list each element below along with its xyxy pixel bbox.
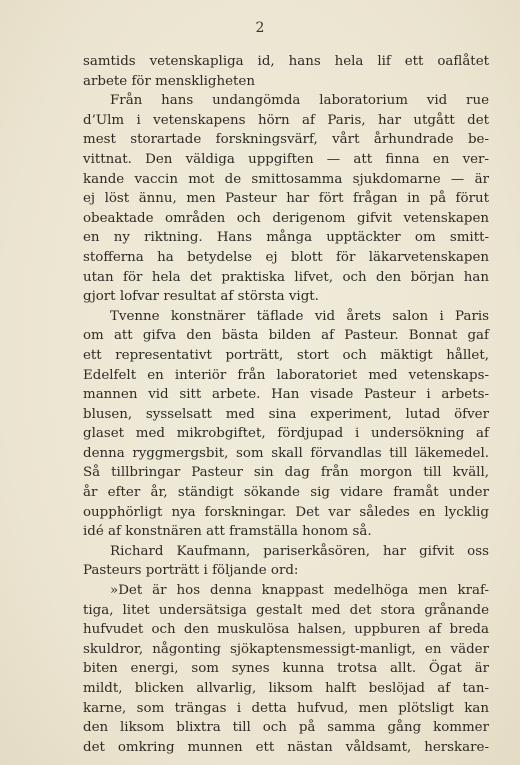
text-line: obeaktade områden och derigenom gifvit vetenskapen — [83, 210, 489, 226]
text-line: Så tillbringar Pasteur sin dag från morgon till kväll, — [83, 465, 489, 481]
text-line: blusen, sysselsatt med sina experiment, lutad öfver — [83, 406, 489, 422]
text-line: idé af konstnären att framställa honom så. — [83, 524, 372, 540]
text-line: Edelfelt en interiör från laboratoriet med vetenskaps- — [83, 367, 489, 383]
text-line: år efter år, ständigt sökande sig vidare framåt under — [83, 485, 489, 501]
text-line: vittnat. Den väldiga uppgiften — att finna en ver- — [83, 151, 489, 167]
text-line: utan för hela det praktiska lifvet, och den början han — [83, 269, 489, 285]
text-line: kande vaccin mot de smittosamma sjukdomarne — är — [83, 171, 489, 187]
text-line: oupphörligt nya forskningar. Det var således en lycklig — [83, 504, 489, 520]
body-text — [83, 52, 489, 757]
text-line: denna ryggmergsbit, som skall förvandlas till läkemedel. — [83, 445, 489, 461]
text-line: Pasteurs porträtt i följande ord: — [83, 563, 299, 579]
text-line: ej löst ännu, men Pasteur har fört frågan in på förut — [83, 191, 489, 207]
text-line: hufvudet och den muskulösa halsen, uppburen af breda — [83, 622, 489, 638]
text-line: mildt, blicken allvarlig, liksom halft beslöjad af tan- — [83, 681, 489, 696]
text-line: »Det är hos denna knappast medelhöga men kraf- — [110, 583, 489, 599]
text-line: skuldror, någonting sjökaptensmessigt-manligt, en väder — [83, 641, 489, 657]
text-line: om att gifva den bästa bilden af Pasteur. Bonnat gaf — [83, 328, 489, 344]
text-line: Richard Kaufmann, pariserkåsören, har gifvit oss — [110, 543, 489, 559]
text-line: tiga, litet undersätsiga gestalt med det stora grånande — [83, 602, 489, 618]
text-line: det omkring munnen ett nästan våldsamt, herskare- — [83, 739, 489, 755]
text-line: Tvenne konstnärer täflade vid årets salon i Paris — [110, 308, 489, 324]
text-line: stofferna ha betydelse ej blott för läkarvetenskapen — [83, 249, 489, 265]
text-line: mest storartade forskningsvärf, vårt århundrade be- — [83, 132, 489, 148]
text-line: biten energi, som synes kunna trotsa allt. Ögat är — [83, 661, 489, 677]
text-line: gjort lofvar resultat af största vigt. — [83, 289, 319, 305]
text-line: ett representativt porträtt, stort och mäktigt hållet, — [83, 347, 489, 363]
page-number: 2 — [255, 20, 265, 36]
text-line: en ny riktning. Hans många upptäckter om smitt- — [83, 230, 489, 246]
text-line: den liksom blixtra till och på samma gång kommer — [83, 720, 489, 736]
text-line: d’Ulm i vetenskapens hörn af Paris, har utgått det — [83, 112, 489, 128]
text-line: samtids vetenskapliga id, hans hela lif ett oaflåtet — [83, 54, 489, 69]
text-line: Från hans undangömda laboratorium vid rue — [110, 93, 489, 109]
text-line: glaset med mikrobgiftet, fördjupad i undersökning af — [83, 426, 489, 442]
text-line: mannen vid sitt arbete. Han visade Pasteur i arbets- — [83, 387, 489, 403]
text-line: arbete för menskligheten — [83, 73, 255, 89]
text-line: karne, som trängas i detta hufvud, men plötsligt kan — [83, 700, 489, 716]
